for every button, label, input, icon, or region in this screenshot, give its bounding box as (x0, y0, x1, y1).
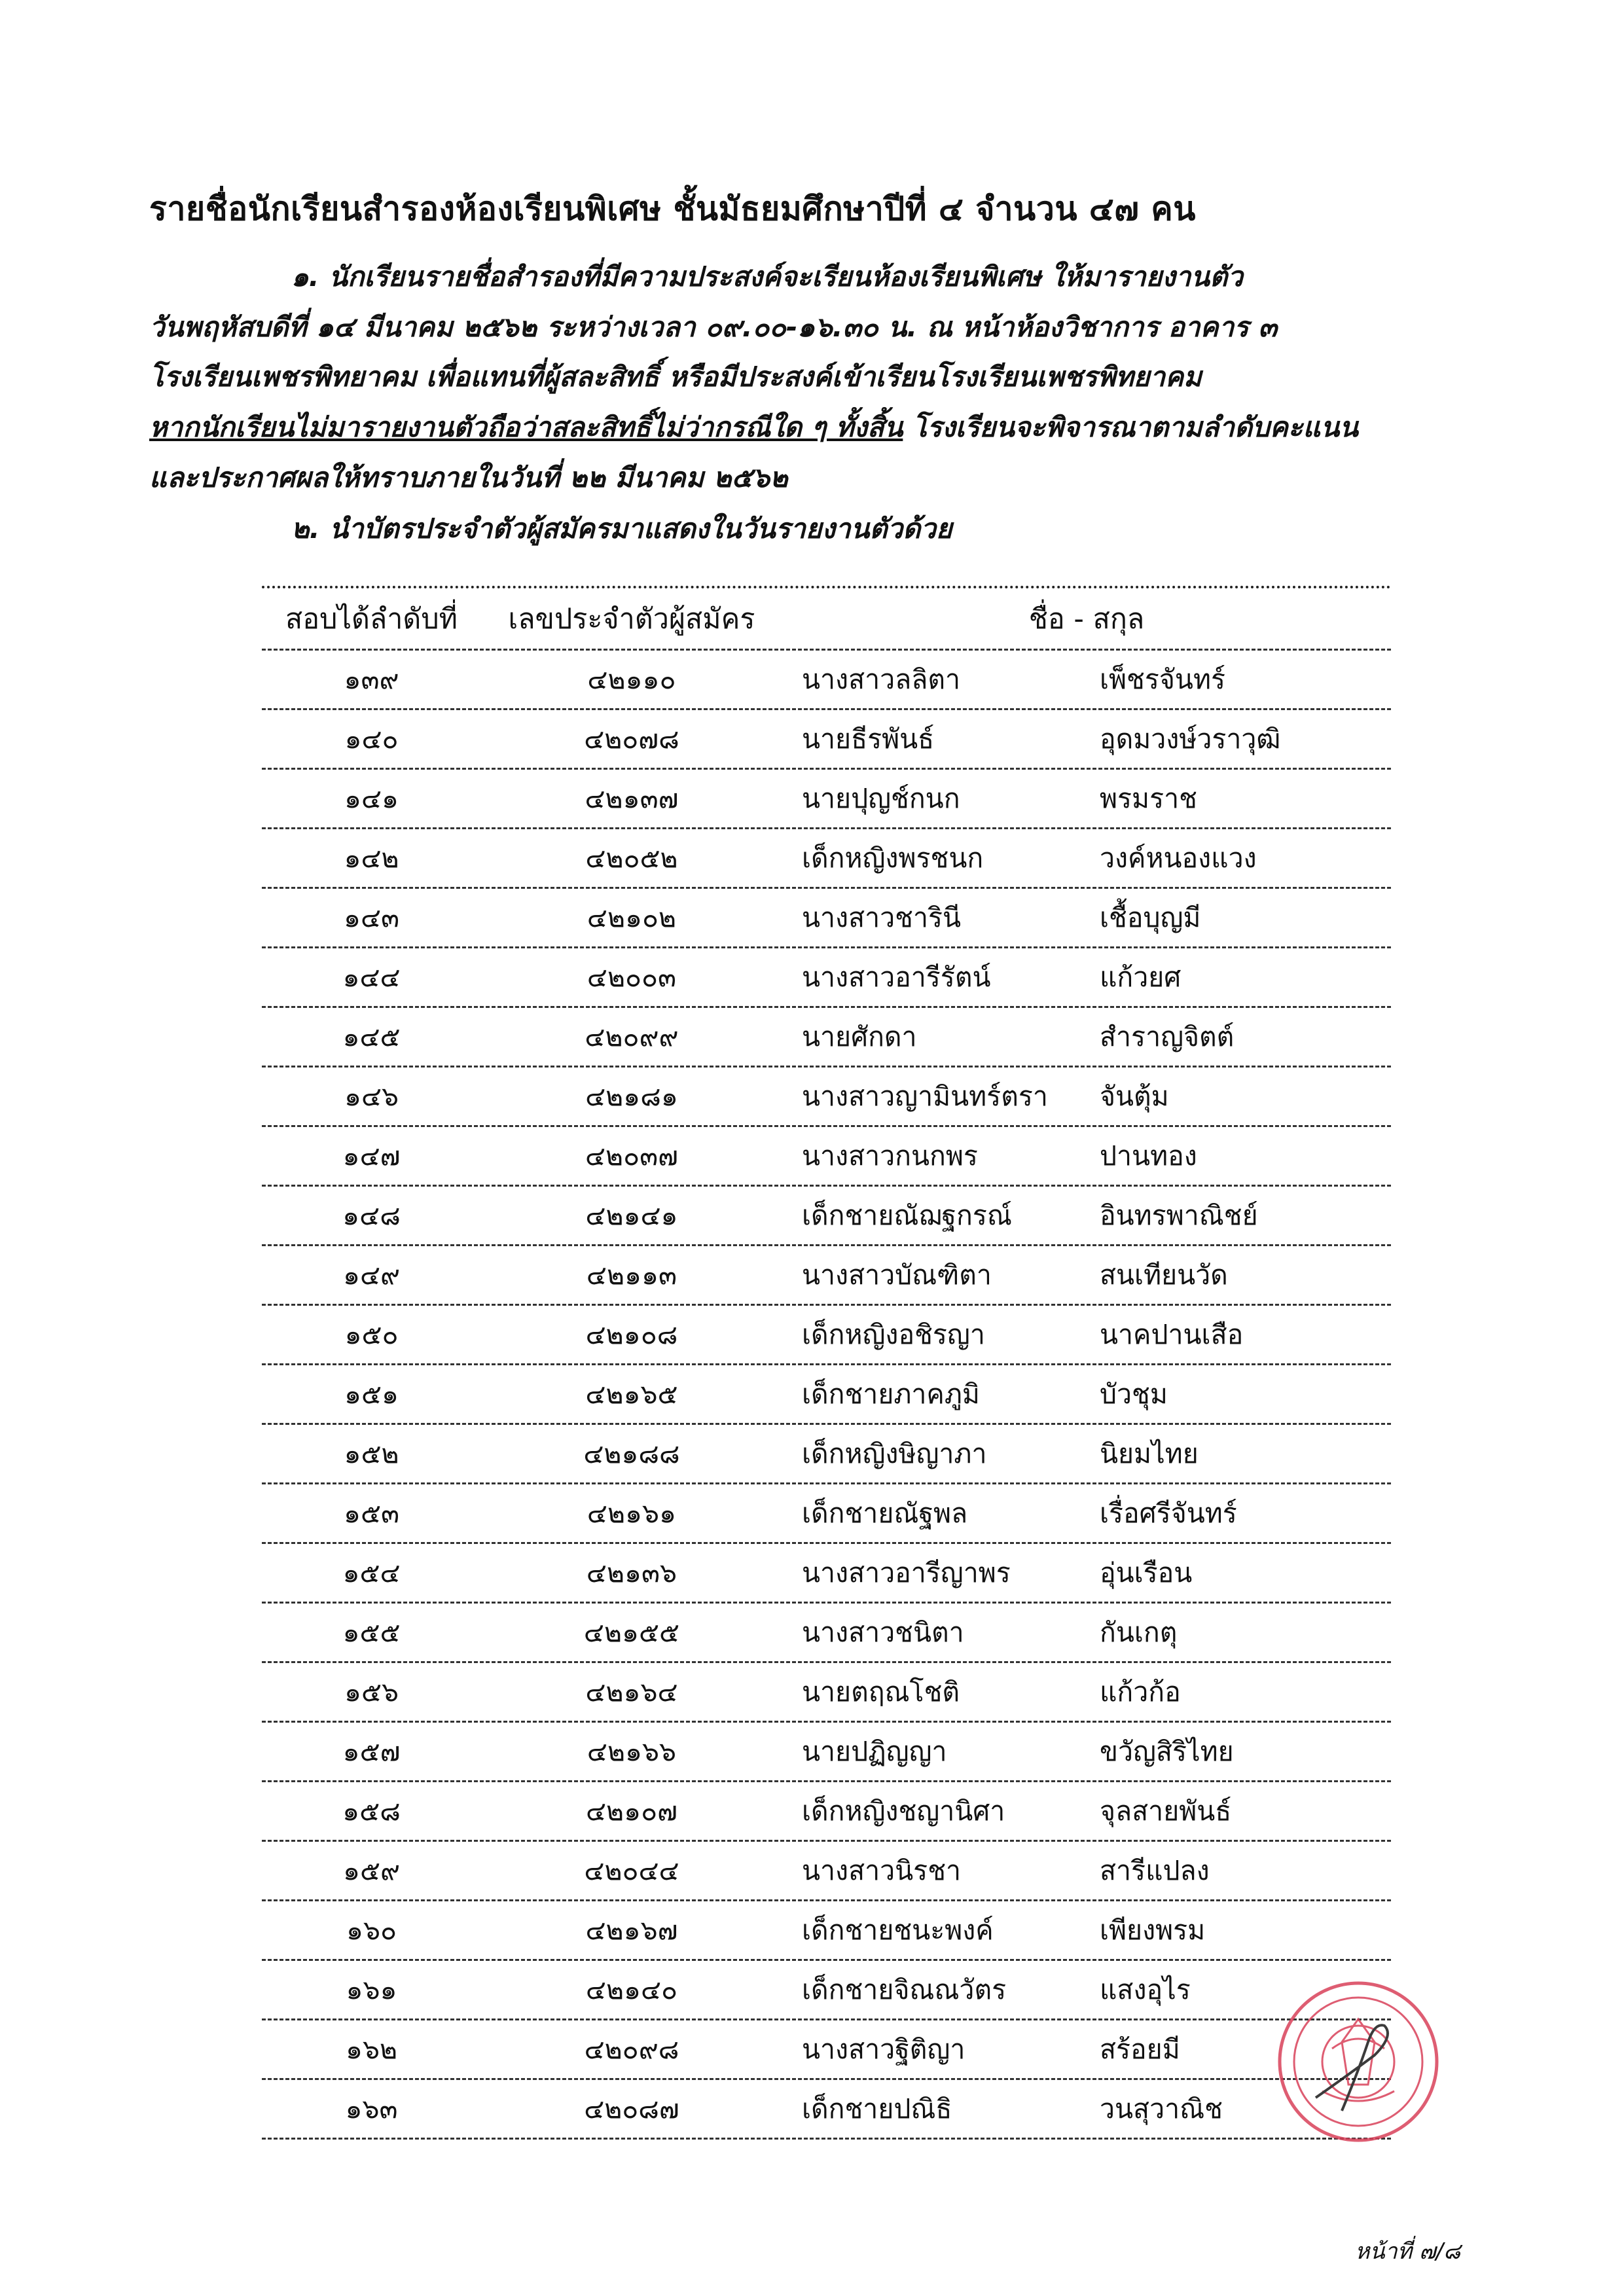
first-name-cell: นางสาวอารีญาพร (802, 1556, 1011, 1588)
applicant-id-cell: ๔๒๑๐๗ (586, 1795, 677, 1827)
notice-warning-underlined: หากนักเรียนไม่มารายงานตัวถือว่าสละสิทธิ์ไม่ว่ากรณีใด ๆ ทั้งสิ้น (149, 411, 903, 443)
first-name-cell: นายตฤณโชติ (802, 1676, 960, 1708)
last-name-cell: แก้วยศ (1100, 961, 1182, 993)
rank-cell: ๑๕๘ (342, 1795, 401, 1827)
rank-cell: ๑๔๓ (343, 901, 400, 933)
table-row (262, 651, 1391, 708)
last-name-cell: วงค์หนองแวง (1100, 842, 1257, 874)
last-name-cell: วนสุวาณิช (1100, 2092, 1223, 2125)
rank-cell: ๑๕๓ (343, 1497, 400, 1529)
applicant-id-cell: ๔๒๑๖๑ (586, 1497, 677, 1529)
table-row (262, 1901, 1391, 1959)
rank-cell: ๑๔๗ (342, 1139, 401, 1172)
notice-line-5: และประกาศผลให้ทราบภายในวันที่ ๒๒ มีนาคม ๒๕๖๒ (149, 461, 788, 493)
rank-cell: ๑๖๐ (346, 1914, 397, 1946)
first-name-cell: นายธีรพันธ์ (802, 723, 935, 755)
applicant-id-cell: ๔๒๑๑๓ (586, 1259, 677, 1291)
table-rule (262, 2138, 1391, 2140)
first-name-cell: เด็กชายชนะพงค์ (802, 1914, 994, 1946)
rank-cell: ๑๕๑ (344, 1378, 399, 1410)
table-row (262, 1484, 1391, 1542)
last-name-cell: บัวชุม (1100, 1378, 1168, 1410)
first-name-cell: เด็กชายณัฌฐกรณ์ (802, 1199, 1012, 1231)
rank-cell: ๑๕๐ (344, 1318, 399, 1350)
table-row (262, 948, 1391, 1006)
first-name-cell: นางสาวบัณฑิตา (802, 1259, 992, 1291)
first-name-cell: นางสาวชนิตา (802, 1616, 964, 1648)
applicant-id-cell: ๔๒๐๙๘ (584, 2033, 679, 2065)
table-row (262, 1425, 1391, 1482)
first-name-cell: นางสาวญามินทร์ตรา (802, 1080, 1048, 1112)
first-name-cell: นางสาวอารีรัตน์ (802, 961, 991, 993)
last-name-cell: สำราญจิตต์ (1100, 1020, 1235, 1052)
applicant-id-cell: ๔๒๑๘๘ (583, 1437, 680, 1469)
reserve-student-table (262, 586, 1391, 2140)
first-name-cell: นายศักดา (802, 1020, 917, 1052)
table-row (262, 2020, 1391, 2078)
last-name-cell: เพียงพรม (1100, 1914, 1206, 1946)
first-name-cell: นางสาวฐิติญา (802, 2033, 965, 2065)
applicant-id-cell: ๔๒๑๕๕ (583, 1616, 680, 1648)
table-row (262, 1306, 1391, 1363)
applicant-id-cell: ๔๒๑๘๑ (585, 1080, 678, 1112)
rank-cell: ๑๕๗ (342, 1735, 401, 1767)
rank-cell: ๑๕๖ (344, 1676, 399, 1708)
rank-cell: ๑๔๖ (344, 1080, 399, 1112)
last-name-cell: สร้อยมี (1100, 2033, 1180, 2065)
applicant-id-cell: ๔๒๑๐๒ (586, 901, 677, 933)
table-row (262, 710, 1391, 768)
first-name-cell: นางสาวนิรชา (802, 1854, 962, 1886)
last-name-cell: ปานทอง (1100, 1139, 1197, 1172)
first-name-cell: เด็กหญิงพรชนก (802, 842, 984, 874)
last-name-cell: สารีแปลง (1100, 1854, 1210, 1886)
applicant-id-cell: ๔๒๑๖๗ (585, 1914, 678, 1946)
applicant-id-cell: ๔๒๑๖๕ (585, 1378, 678, 1410)
first-name-cell: เด็กชายจิณณวัตร (802, 1973, 1007, 2005)
rank-cell: ๑๔๒ (344, 842, 399, 874)
page-title: รายชื่อนักเรียนสำรองห้องเรียนพิเศษ ชั้นมัธยมศึกษาปีที่ ๔ จำนวน ๔๗ คน (149, 190, 1196, 228)
table-row (262, 1246, 1391, 1304)
rank-cell: ๑๔๙ (342, 1259, 401, 1291)
applicant-id-cell: ๔๒๑๖๖ (586, 1735, 677, 1767)
last-name-cell: นิยมไทย (1100, 1437, 1199, 1469)
applicant-id-cell: ๔๒๑๓๖ (586, 1556, 677, 1588)
last-name-cell: เพ็ชรจันทร์ (1100, 663, 1225, 695)
notice-line-6: ๒. นำบัตรประจำตัวผู้สมัครมาแสดงในวันรายงานตัวด้วย (291, 512, 952, 545)
table-row (262, 829, 1391, 887)
rank-cell: ๑๔๘ (342, 1199, 401, 1231)
table-header-row (262, 588, 1391, 649)
first-name-cell: เด็กชายภาคภูมิ (802, 1378, 980, 1410)
applicant-id-cell: ๔๒๑๔๐ (585, 1973, 678, 2005)
applicant-id-cell: ๔๒๐๕๒ (585, 842, 678, 874)
table-row (262, 1008, 1391, 1066)
first-name-cell: เด็กหญิงษิญาภา (802, 1437, 987, 1469)
applicant-id-cell: ๔๒๐๙๙ (585, 1020, 679, 1052)
last-name-cell: จันตุ้ม (1100, 1080, 1169, 1112)
first-name-cell: เด็กชายปณิธิ (802, 2092, 952, 2125)
last-name-cell: กันเกตุ (1100, 1616, 1178, 1648)
applicant-id-cell: ๔๒๐๐๓ (586, 961, 677, 993)
table-row (262, 1187, 1391, 1244)
table-row (262, 2080, 1391, 2138)
rank-cell: ๑๔๐ (344, 723, 399, 755)
applicant-id-cell: ๔๒๑๓๗ (585, 782, 679, 814)
table-row (262, 1544, 1391, 1602)
rank-cell: ๑๕๔ (342, 1556, 401, 1588)
applicant-id-cell: ๔๒๐๓๗ (585, 1139, 678, 1172)
first-name-cell: นางสาวชารินี (802, 901, 962, 933)
table-row (262, 1067, 1391, 1125)
applicant-id-cell: ๔๒๐๗๘ (584, 723, 679, 755)
table-row (262, 1723, 1391, 1780)
table-row (262, 1782, 1391, 1840)
table-row (262, 1663, 1391, 1721)
last-name-cell: พรมราช (1100, 782, 1197, 814)
first-name-cell: นางสาวลลิตา (802, 663, 961, 695)
table-row (262, 1842, 1391, 1899)
last-name-cell: อุ่นเรือน (1100, 1556, 1193, 1588)
rank-cell: ๑๕๒ (344, 1437, 399, 1469)
applicant-id-cell: ๔๒๑๑๐ (587, 663, 676, 695)
applicant-id-cell: ๔๒๑๔๑ (585, 1199, 678, 1231)
header-applicant-id: เลขประจำตัวผู้สมัคร (508, 603, 755, 636)
last-name-cell: แสงอุไร (1100, 1973, 1191, 2005)
table-row (262, 1365, 1391, 1423)
first-name-cell: เด็กหญิงชญานิศา (802, 1795, 1005, 1827)
last-name-cell: อุดมวงษ์วราวุฒิ (1100, 723, 1281, 755)
last-name-cell: เชื้อบุญมี (1100, 901, 1201, 933)
school-seal-stamp (1244, 1957, 1447, 2160)
rank-cell: ๑๔๑ (344, 782, 399, 814)
header-name: ชื่อ - สกุล (1028, 603, 1145, 636)
notice-line-3: โรงเรียนเพชรพิทยาคม เพื่อแทนที่ผู้สละสิทธิ์ หรือมีประสงค์เข้าเรียนโรงเรียนเพชรพิทยาคม (149, 361, 1202, 393)
applicant-id-cell: ๔๒๐๘๗ (584, 2092, 679, 2125)
page-number: หน้าที่ ๗/๘ (1355, 2238, 1461, 2265)
notice-line-1: ๑. นักเรียนรายชื่อสำรองที่มีความประสงค์จะเรียนห้องเรียนพิเศษ ให้มารายงานตัว (291, 260, 1243, 293)
last-name-cell: อินทรพาณิชย์ (1100, 1199, 1258, 1231)
rank-cell: ๑๕๕ (342, 1616, 401, 1648)
rank-cell: ๑๖๑ (346, 1973, 397, 2005)
applicant-id-cell: ๔๒๑๖๔ (585, 1676, 678, 1708)
table-row (262, 1604, 1391, 1661)
rank-cell: ๑๓๙ (344, 663, 399, 695)
first-name-cell: นางสาวกนกพร (802, 1139, 978, 1172)
first-name-cell: เด็กชายณัฐพล (802, 1497, 968, 1529)
last-name-cell: จุลสายพันธ์ (1100, 1795, 1232, 1827)
table-row (262, 770, 1391, 827)
rank-cell: ๑๔๕ (342, 1020, 401, 1052)
rank-cell: ๑๖๒ (345, 2033, 398, 2065)
table-row (262, 889, 1391, 946)
last-name-cell: ขวัญสิริไทย (1100, 1735, 1234, 1767)
notice-line-4 (149, 406, 1358, 449)
first-name-cell: นายปฏิญญา (802, 1735, 947, 1767)
last-name-cell: นาคปานเสือ (1100, 1318, 1244, 1350)
first-name-cell: เด็กหญิงอชิรญา (802, 1318, 985, 1350)
applicant-id-cell: ๔๒๐๔๔ (584, 1854, 679, 1886)
last-name-cell: สนเทียนวัด (1100, 1259, 1228, 1291)
rank-cell: ๑๔๔ (342, 961, 401, 993)
last-name-cell: เรื่อศรีจันทร์ (1100, 1497, 1237, 1529)
header-rank: สอบได้ลำดับที่ (285, 603, 458, 636)
table-row (262, 1961, 1391, 2018)
notice-line-2: วันพฤหัสบดีที่ ๑๔ มีนาคม ๒๕๖๒ ระหว่างเวลา ๐๙.๐๐-๑๖.๓๐ น. ณ หน้าห้องวิชาการ อาคาร ๓ (149, 311, 1278, 343)
rank-cell: ๑๖๓ (345, 2092, 398, 2125)
notice-line-4-rest: โรงเรียนจะพิจารณาตามลำดับคะแนน (903, 411, 1358, 443)
last-name-cell: แก้วก้อ (1100, 1676, 1181, 1708)
first-name-cell: นายปุญช์กนก (802, 782, 960, 814)
table-body (262, 651, 1391, 2140)
rank-cell: ๑๕๙ (342, 1854, 401, 1886)
table-row (262, 1127, 1391, 1185)
applicant-id-cell: ๔๒๑๐๘ (585, 1318, 678, 1350)
